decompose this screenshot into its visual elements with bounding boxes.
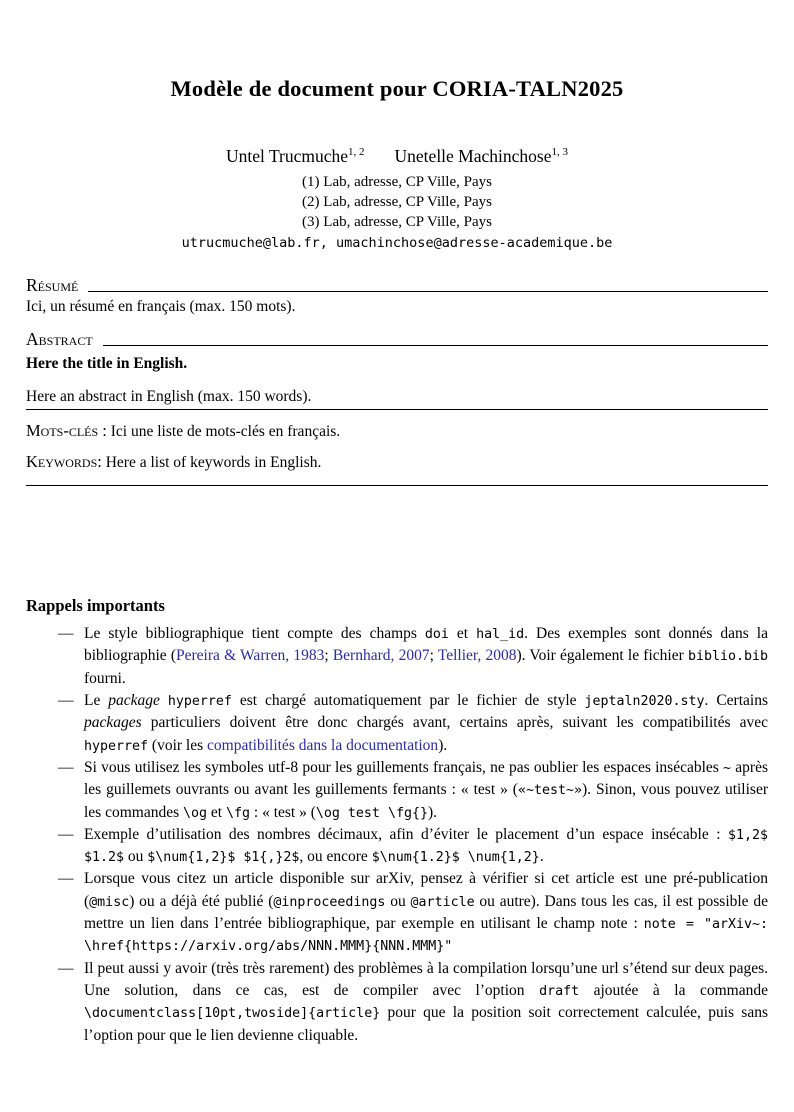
item-dash-icon: —	[58, 691, 74, 709]
code-text: doi	[424, 627, 449, 642]
text-segment: packages	[84, 714, 142, 732]
text-segment: Si vous utilisez les symboles utf-8 pour les guillements français, ne pas oublier les espaces insécables	[84, 758, 724, 776]
code-text: jeptaln2020.sty	[584, 693, 705, 709]
email-line: utrucmuche@lab.fr, umachinchose@adresse-academique.be	[181, 235, 613, 251]
text-segment	[160, 692, 168, 709]
text-segment: Le	[84, 691, 109, 709]
author-line	[26, 146, 768, 167]
item-text	[84, 623, 768, 690]
list-item	[26, 757, 768, 824]
item-text	[84, 757, 768, 824]
text-segment: : « test » (	[250, 803, 316, 821]
code-text: draft	[539, 984, 580, 999]
text-segment: . Certains	[704, 691, 768, 709]
text-segment: ).	[438, 736, 448, 754]
text-segment: après les guillemets ouvrants ou avant les guillements fermants : « test » (	[84, 758, 769, 799]
resume-text: Ici, un résumé en français (max. 150 mots).	[26, 298, 296, 315]
code-text: \fg	[225, 805, 251, 821]
abstract-bottom-rule	[26, 485, 768, 486]
code-text: $\num{1,2}$ $1{,}2$	[147, 850, 300, 866]
resume-rule	[88, 291, 768, 292]
text-segment: .	[539, 848, 544, 866]
text-segment: . Des exemples sont donnés dans la bibliographie (	[84, 625, 768, 665]
item-text	[84, 868, 768, 957]
keywords-label: Keywords:	[26, 452, 102, 471]
code-text: \og	[183, 805, 208, 821]
list-item	[26, 623, 768, 690]
item-text	[84, 958, 768, 1047]
list-item	[26, 690, 768, 757]
code-text: «~test~»	[517, 783, 582, 799]
list-item	[26, 958, 768, 1047]
text-segment: ) ou a déjà été publié (	[129, 892, 274, 910]
item-dash-icon: —	[58, 959, 74, 977]
code-text: $1,2$ $1.2$	[84, 827, 768, 866]
code-text: @article	[410, 894, 475, 910]
code-text: biblio.bib	[687, 649, 768, 665]
code-text: ~	[723, 760, 732, 776]
text-segment: ajoutée à la commande	[579, 982, 768, 999]
text-segment: pour que la position soit correctement calculée, puis sans l’option pour que le lien devienne cliquable.	[84, 1004, 768, 1044]
text-segment: particuliers doivent être donc chargés avant, certains après, suivant les compatibilités avec	[141, 714, 768, 732]
section-heading: Rappels importants	[26, 596, 165, 615]
keywords-text: Here a list of keywords in English.	[101, 454, 322, 471]
text-segment: fourni.	[84, 669, 126, 687]
text-segment: ou	[124, 848, 148, 866]
abstract-rule	[103, 345, 768, 346]
code-text: @misc	[89, 894, 130, 910]
text-segment: Le style bibliographique tient compte des champs	[84, 625, 425, 642]
item-dash-icon: —	[58, 758, 74, 776]
item-dash-icon: —	[58, 870, 74, 888]
hyperlink[interactable]: Bernhard, 2007	[332, 647, 430, 665]
item-dash-icon: —	[58, 825, 74, 843]
abstract-label: Abstract	[26, 329, 93, 349]
text-segment: et	[207, 803, 226, 821]
resume-heading-row	[26, 275, 768, 296]
list-item	[26, 824, 768, 869]
code-text: $\num{1.2}$ \num{1,2}	[371, 850, 540, 866]
text-segment: ).	[427, 803, 438, 821]
motscles-line	[26, 421, 768, 441]
hyperlink[interactable]: compatibilités dans la documentation	[207, 736, 439, 754]
abstract-block	[26, 275, 768, 486]
author-name-1: Untel Trucmuche	[226, 146, 349, 166]
page-title: Modèle de document pour CORIA-TALN2025	[170, 76, 624, 101]
item-text	[84, 690, 768, 757]
affiliation-line-3: (3) Lab, adresse, CP Ville, Pays	[302, 214, 492, 230]
item-text	[84, 824, 768, 869]
text-segment: ). Voir également le fichier	[516, 647, 688, 665]
text-segment: Exemple d’utilisation des nombres décimaux, afin d’éviter le placement d’un espace insécable :	[84, 825, 728, 843]
hyperlink[interactable]: Pereira & Warren, 1983	[176, 647, 325, 665]
code-text: @inproceedings	[273, 894, 386, 910]
text-segment: Lorsque vous citez un article disponible sur arXiv, pensez à vérifier si cet article est une pré-publication (	[84, 870, 768, 910]
text-segment: et	[448, 625, 477, 642]
code-text: hyperref	[84, 738, 149, 754]
code-text: note = "arXiv~: \href{https://arxiv.org/abs/NNN.MMM}{NNN.MMM}"	[84, 917, 768, 955]
item-dash-icon: —	[58, 625, 74, 642]
code-text: hal_id	[476, 627, 525, 642]
motscles-label: Mots-clés :	[26, 421, 107, 440]
resume-label: Résumé	[26, 275, 79, 295]
hyperlink[interactable]: Tellier, 2008	[437, 647, 517, 665]
affiliations	[26, 172, 768, 232]
list-item	[26, 868, 768, 957]
text-segment: ou	[385, 892, 411, 910]
reminder-list	[26, 623, 768, 1047]
motscles-text: Ici une liste de mots-clés en français.	[106, 423, 341, 440]
text-segment: ;	[324, 647, 333, 665]
code-text: hyperref	[167, 693, 232, 709]
code-text: \documentclass[10pt,twoside]{article}	[84, 1006, 381, 1022]
affiliation-line-2: (2) Lab, adresse, CP Ville, Pays	[302, 194, 492, 210]
text-segment: ;	[429, 647, 438, 665]
abstract-heading-row	[26, 329, 768, 350]
text-segment: (voir les	[148, 736, 208, 754]
author-sup-1: 1, 2	[348, 146, 365, 159]
text-segment: ou autre). Dans tous les cas, il est possible de mettre un lien dans l’entrée bibliographique, par exemple en utilisant le champ note :	[84, 892, 768, 933]
text-segment: , ou encore	[299, 848, 372, 866]
english-title: Here the title in English.	[26, 355, 188, 372]
text-segment: Il peut aussi y avoir (très très rarement) des problèmes à la compilation lorsqu’une url s’étend sur deux pages. Une solution, dans ce cas, est de compiler avec l’option	[84, 959, 768, 999]
code-text: \og test \fg{}	[315, 805, 428, 821]
author-sup-2: 1, 3	[551, 146, 568, 159]
text-segment: package	[108, 691, 160, 709]
text-segment: est chargé automatiquement par le fichier de style	[231, 691, 585, 709]
text-segment: ). Sinon, vous pouvez utiliser les commandes	[84, 781, 768, 821]
english-abstract: Here an abstract in English (max. 150 words).	[26, 388, 768, 410]
keywords-line	[26, 452, 768, 472]
affiliation-line-1: (1) Lab, adresse, CP Ville, Pays	[302, 174, 492, 190]
author-name-2: Unetelle Machinchose	[394, 146, 552, 166]
